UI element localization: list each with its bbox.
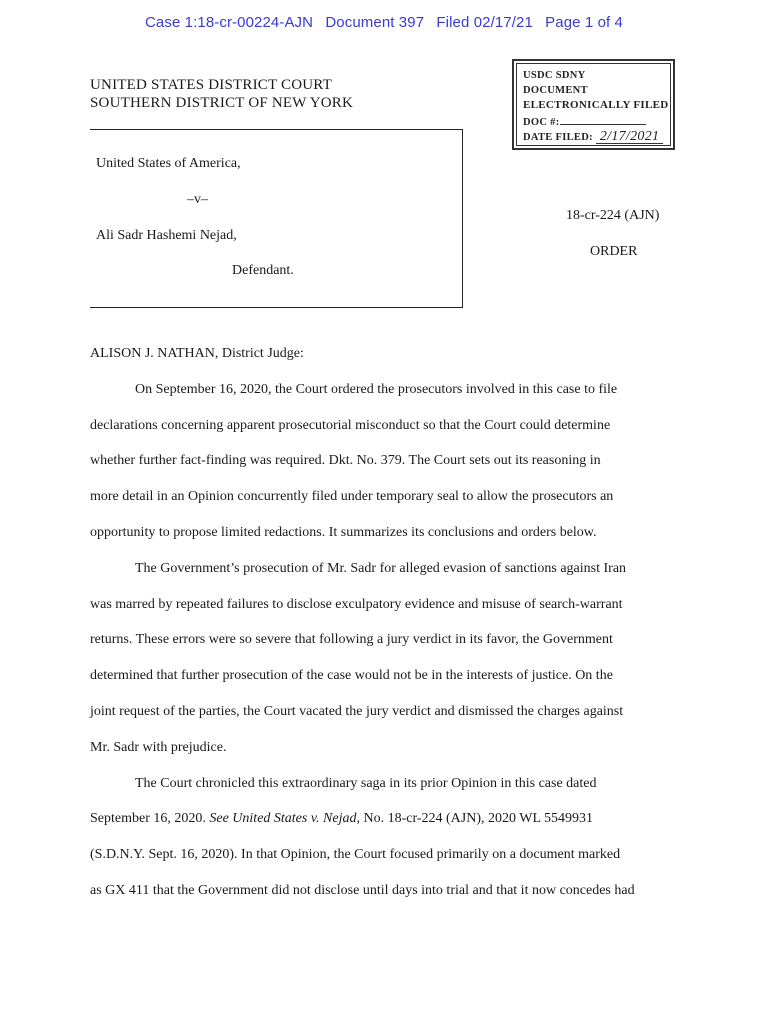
filing-page: Page 1 of 4 [545,14,624,31]
stamp-line1: USDC SDNY [523,70,586,81]
paragraph-3-line: (S.D.N.Y. Sept. 16, 2020). In that Opinion, the Court focused primarily on a document marked [90,847,621,863]
paragraph-1-line: more detail in an Opinion concurrently filed under temporary seal to allow the prosecutors an [90,489,614,505]
paragraph-2-line: determined that further prosecution of the case would not be in the interests of justice. On the [90,668,613,684]
judge-line: ALISON J. NATHAN, District Judge: [90,346,304,361]
paragraph-3-line: The Court chronicled this extraordinary saga in its prior Opinion in this case dated [135,775,597,791]
stamp-date-row [523,130,670,145]
paragraph-1-line: On September 16, 2020, the Court ordered the prosecutors involved in this case to file [135,381,618,397]
filing-document-number: Document 397 [325,14,425,31]
paragraph-1-line: declarations concerning apparent prosecutorial misconduct so that the Court could determine [90,417,611,433]
caption-plaintiff: United States of America, [96,156,241,171]
paragraph-2-line: Mr. Sadr with prejudice. [90,739,227,755]
paragraph-2-line: The Government’s prosecution of Mr. Sadr for alleged evasion of sanctions against Iran [135,560,627,576]
court-name-line1: UNITED STATES DISTRICT COURT [90,77,332,93]
caption-defendant-label: Defendant. [232,263,294,278]
order-body [90,336,682,909]
caption-defendant-name: Ali Sadr Hashemi Nejad, [96,228,237,243]
filing-header [0,14,768,31]
stamp-doc-label: DOC #: [523,117,560,128]
paragraph-2-line: returns. These errors were so severe that following a jury verdict in its favor, the Government [90,632,613,648]
paragraph-2-line: was marred by repeated failures to disclose exculpatory evidence and misuse of search-warrant [90,596,623,612]
paragraph-3-text: September 16, 2020. [90,811,210,827]
case-number: 18-cr-224 (AJN) [566,208,660,223]
paragraph-1-line: opportunity to propose limited redactions. It summarizes its conclusions and orders below. [90,524,597,540]
stamp-doc-row [523,113,670,130]
court-name [90,76,353,112]
stamp-line3: ELECTRONICALLY FILED [523,99,669,111]
caption-versus: –v– [187,192,208,207]
stamp-line2: DOCUMENT [523,85,588,96]
stamp-doc-blank [560,113,646,125]
filing-date: Filed 02/17/21 [436,14,533,31]
stamp-date-label: DATE FILED: [523,132,593,143]
electronic-filing-stamp [512,59,675,150]
paragraph-3-line [90,801,682,837]
paragraph-1-line: whether further fact-finding was required. Dkt. No. 379. The Court sets out its reasoning in [90,453,601,469]
stamp-date-value: 2/17/2021 [596,130,663,144]
case-caption [90,129,463,308]
paragraph-3-line: as GX 411 that the Government did not disclose until days into trial and that it now concedes had [90,882,635,898]
paragraph-2-line: joint request of the parties, the Court vacated the jury verdict and dismissed the charges against [90,703,624,719]
filing-case-number: Case 1:18-cr-00224-AJN [144,14,314,31]
case-citation: See United States v. Nejad [209,811,357,827]
court-name-line2: SOUTHERN DISTRICT OF NEW YORK [90,95,354,111]
paragraph-3-text: , No. 18-cr-224 (AJN), 2020 WL 5549931 [356,811,593,827]
document-title: ORDER [590,244,638,259]
